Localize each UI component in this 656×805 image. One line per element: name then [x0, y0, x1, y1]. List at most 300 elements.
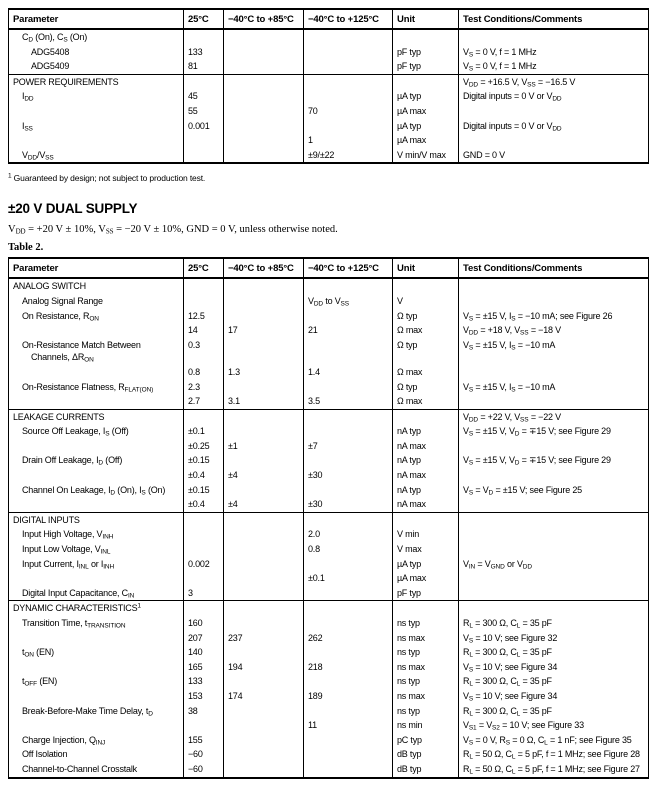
value-25c-cell: 165 [184, 660, 224, 675]
test-conditions-cell [459, 29, 649, 45]
col-header-unit: Unit [393, 258, 459, 278]
table-row [9, 29, 649, 45]
test-conditions-cell: $V_{S1} = V_{S2} = 10$ V; see Figure 33 [459, 718, 649, 733]
table-row [9, 586, 649, 601]
value-85c-cell [224, 59, 304, 74]
value-25c-cell [184, 29, 224, 45]
value-85c-cell: 174 [224, 689, 304, 704]
section-row [9, 278, 649, 294]
param-cell [9, 571, 184, 586]
value-125c-cell [304, 586, 393, 601]
param-cell [9, 660, 184, 675]
table-row [9, 133, 649, 148]
table-body [9, 29, 649, 163]
unit-cell: V min [393, 527, 459, 542]
section-row [9, 409, 649, 424]
col-header-25c: 25°C [184, 258, 224, 278]
value-25c-cell: ±0.25 [184, 439, 224, 454]
param-cell: POWER REQUIREMENTS [9, 74, 184, 89]
value-25c-cell [184, 601, 224, 616]
unit-cell: V min/V max [393, 148, 459, 164]
param-cell: On Resistance, $R_{ON}$ [22, 310, 99, 323]
value-125c-cell [304, 74, 393, 89]
value-125c-cell [304, 762, 393, 778]
value-25c-cell [184, 294, 224, 309]
test-conditions-cell: $R_L = 50$ Ω, $C_L = 5$ pF, f = 1 MHz; see Figure 27 [459, 762, 649, 778]
table-row [9, 468, 649, 483]
value-25c-cell: ±0.15 [184, 483, 224, 498]
value-85c-cell [224, 512, 304, 527]
table-row [9, 394, 649, 409]
header-row [9, 9, 649, 29]
table-2 [8, 257, 649, 778]
value-85c-cell [224, 89, 304, 104]
value-25c-cell: 153 [184, 689, 224, 704]
unit-cell: ns min [393, 718, 459, 733]
header-row [9, 258, 649, 278]
table-row [9, 104, 649, 119]
test-conditions-cell: Digital inputs = 0 V or $V_{DD}$ [459, 119, 649, 134]
table-row [9, 453, 649, 468]
value-25c-cell [184, 527, 224, 542]
param-cell: $V_{DD}/V_{SS}$ [22, 149, 54, 162]
table-row [9, 497, 649, 512]
unit-cell [393, 29, 459, 45]
value-25c-cell: 81 [184, 59, 224, 74]
param-cell [9, 394, 184, 409]
test-conditions-cell [459, 542, 649, 557]
param-cell: On-Resistance Match Between Channels, $\Delta R_{ON}$ [22, 339, 141, 364]
value-85c-cell [224, 409, 304, 424]
unit-cell [393, 74, 459, 89]
unit-cell: ns typ [393, 704, 459, 719]
param-cell [9, 133, 184, 148]
param-cell [9, 497, 184, 512]
value-125c-cell [304, 453, 393, 468]
value-25c-cell: 0.001 [184, 119, 224, 134]
unit-cell: V [393, 294, 459, 309]
test-conditions-cell: $V_S = 0$ V, f = 1 MHz [459, 59, 649, 74]
value-125c-cell [304, 424, 393, 439]
param-cell [9, 689, 184, 704]
param-cell: Input High Voltage, $V_{INH}$ [22, 529, 114, 541]
unit-cell: µA typ [393, 89, 459, 104]
value-85c-cell [224, 586, 304, 601]
value-125c-cell: ±7 [304, 439, 393, 454]
value-25c-cell: 133 [184, 674, 224, 689]
param-cell: $t_{OFF}$ (EN) [22, 676, 58, 688]
value-125c-cell [304, 45, 393, 60]
spec-table-continued [8, 8, 649, 164]
test-conditions-cell [459, 133, 649, 148]
unit-cell: µA typ [393, 557, 459, 572]
unit-cell: nA typ [393, 424, 459, 439]
value-85c-cell: 17 [224, 323, 304, 338]
test-conditions-cell: $V_{DD} = +16.5$ V, $V_{SS} = -16.5$ V [459, 74, 649, 89]
value-25c-cell: 55 [184, 104, 224, 119]
unit-cell: µA max [393, 104, 459, 119]
value-85c-cell: 194 [224, 660, 304, 675]
table-row [9, 718, 649, 733]
test-conditions-cell: $R_L = 300$ Ω, $C_L = 35$ pF [459, 645, 649, 660]
value-85c-cell [224, 571, 304, 586]
test-conditions-cell [459, 601, 649, 616]
table-row [9, 557, 649, 572]
value-25c-cell: 155 [184, 733, 224, 748]
supply-conditions: $V_{DD} = +20$ V ± 10%, $V_{SS} = -20$ V ± 10%, GND = 0 V, unless otherwise noted. [8, 224, 338, 236]
param-cell [9, 468, 184, 483]
param-cell [9, 439, 184, 454]
value-125c-cell: 11 [304, 718, 393, 733]
unit-cell: µA typ [393, 119, 459, 134]
value-85c-cell [224, 133, 304, 148]
value-85c-cell [224, 762, 304, 778]
value-125c-cell: 1.4 [304, 365, 393, 380]
param-cell: Source Off Leakage, $I_S$ (Off) [22, 426, 129, 438]
col-header-minus40-to-125c: −40°C to +125°C [304, 258, 393, 278]
param-cell: $I_{SS}$ [22, 120, 33, 133]
value-125c-cell: 3.5 [304, 394, 393, 409]
test-conditions-cell: $V_S = \pm 15$ V, $V_D = \mp 15$ V; see Figure 29 [459, 424, 649, 439]
unit-cell: ns max [393, 631, 459, 646]
param-cell: Input Low Voltage, $V_{INL}$ [22, 544, 111, 556]
param-cell: Input Current, $I_{INL}$ or $I_{INH}$ [22, 558, 115, 571]
value-125c-cell: ±30 [304, 497, 393, 512]
table2-caption: Table 2. [8, 242, 44, 254]
value-125c-cell [304, 557, 393, 572]
param-cell: DIGITAL INPUTS [9, 512, 184, 527]
value-125c-cell: 218 [304, 660, 393, 675]
value-85c-cell [224, 380, 304, 395]
value-125c-cell [304, 483, 393, 498]
param-cell [9, 631, 184, 646]
value-85c-cell [224, 294, 304, 309]
test-conditions-cell [459, 439, 649, 454]
value-85c-cell [224, 674, 304, 689]
value-25c-cell: 12.5 [184, 309, 224, 324]
param-cell: Channel-to-Channel Crosstalk [22, 763, 137, 774]
value-25c-cell: ±0.1 [184, 424, 224, 439]
value-125c-cell [304, 59, 393, 74]
param-cell [9, 365, 184, 380]
param-cell: ANALOG SWITCH [13, 281, 86, 292]
test-conditions-cell [459, 468, 649, 483]
value-125c-cell [304, 733, 393, 748]
test-conditions-cell [459, 394, 649, 409]
value-25c-cell [184, 718, 224, 733]
param-cell: DYNAMIC CHARACTERISTICS$^1$ [9, 601, 184, 616]
unit-cell: nA typ [393, 453, 459, 468]
param-cell [9, 323, 184, 338]
section-row [9, 601, 649, 616]
value-85c-cell: ±4 [224, 468, 304, 483]
table-row [9, 747, 649, 762]
value-25c-cell [184, 74, 224, 89]
unit-cell: µA max [393, 571, 459, 586]
unit-cell: ns max [393, 660, 459, 675]
value-125c-cell [304, 278, 393, 294]
value-85c-cell [224, 557, 304, 572]
value-85c-cell [224, 45, 304, 60]
value-125c-cell: ±0.1 [304, 571, 393, 586]
value-85c-cell [224, 747, 304, 762]
value-85c-cell [224, 601, 304, 616]
table-row [9, 527, 649, 542]
test-conditions-cell: $R_L = 300$ Ω, $C_L = 35$ pF [459, 704, 649, 719]
test-conditions-cell: $V_S = 10$ V; see Figure 34 [459, 660, 649, 675]
value-85c-cell [224, 424, 304, 439]
value-25c-cell [184, 133, 224, 148]
table-row [9, 439, 649, 454]
test-conditions-cell: GND = 0 V [459, 148, 649, 164]
param-cell [9, 104, 184, 119]
test-conditions-cell [459, 294, 649, 309]
table-row [9, 733, 649, 748]
value-85c-cell [224, 278, 304, 294]
test-conditions-cell [459, 527, 649, 542]
value-85c-cell [224, 453, 304, 468]
value-125c-cell: 21 [304, 323, 393, 338]
param-cell: Channel On Leakage, $I_D$ (On), $I_S$ (On) [22, 484, 166, 497]
unit-cell: pC typ [393, 733, 459, 748]
value-125c-cell: ±30 [304, 468, 393, 483]
table-row [9, 704, 649, 719]
test-conditions-cell [459, 497, 649, 512]
table-row [9, 45, 649, 60]
col-header-parameter: Parameter [9, 9, 184, 29]
value-85c-cell [224, 74, 304, 89]
value-85c-cell [224, 733, 304, 748]
param-cell: LEAKAGE CURRENTS [9, 409, 184, 424]
param-cell: Analog Signal Range [22, 295, 103, 306]
value-85c-cell: ±1 [224, 439, 304, 454]
table-row [9, 571, 649, 586]
value-125c-cell: 189 [304, 689, 393, 704]
test-conditions-cell: $V_S = \pm 15$ V, $I_S = -10$ mA [459, 338, 649, 365]
test-conditions-cell: $V_S = 10$ V; see Figure 32 [459, 631, 649, 646]
unit-cell: ns typ [393, 645, 459, 660]
table-row [9, 365, 649, 380]
value-85c-cell [224, 483, 304, 498]
param-cell: Digital Input Capacitance, $C_{IN}$ [22, 587, 135, 600]
section-row [9, 512, 649, 527]
unit-cell [393, 278, 459, 294]
value-25c-cell: 3 [184, 586, 224, 601]
value-125c-cell [304, 674, 393, 689]
table-row [9, 660, 649, 675]
value-25c-cell: 0.8 [184, 365, 224, 380]
value-25c-cell: 160 [184, 616, 224, 631]
test-conditions-cell: $V_{DD} = +18$ V, $V_{SS} = -18$ V [459, 323, 649, 338]
test-conditions-cell [459, 278, 649, 294]
value-85c-cell [224, 645, 304, 660]
test-conditions-cell: $V_S = \pm 15$ V, $I_S = -10$ mA [459, 380, 649, 395]
value-125c-cell [304, 338, 393, 365]
test-conditions-cell [459, 586, 649, 601]
table-row [9, 338, 649, 365]
value-125c-cell: ±9/±22 [304, 148, 393, 164]
unit-cell: V max [393, 542, 459, 557]
section-heading: ±20 V DUAL SUPPLY [8, 201, 138, 217]
value-25c-cell [184, 409, 224, 424]
unit-cell: ns typ [393, 616, 459, 631]
param-cell: ADG5408 [31, 46, 70, 57]
table-row [9, 645, 649, 660]
value-25c-cell: 0.002 [184, 557, 224, 572]
value-25c-cell: 0.3 [184, 338, 224, 365]
param-cell [9, 718, 184, 733]
value-25c-cell: 2.7 [184, 394, 224, 409]
table-row [9, 119, 649, 134]
col-header-minus40-to-85c: −40°C to +85°C [224, 258, 304, 278]
value-25c-cell: 207 [184, 631, 224, 646]
test-conditions-cell [459, 512, 649, 527]
table-row [9, 294, 649, 309]
value-25c-cell: 2.3 [184, 380, 224, 395]
table-row [9, 309, 649, 324]
col-header-test-conditions: Test Conditions/Comments [459, 258, 649, 278]
param-cell: Transition Time, $t_{TRANSITION}$ [22, 618, 126, 630]
table-row [9, 542, 649, 557]
test-conditions-cell: $V_S = \pm 15$ V, $I_S = -10$ mA; see Figure 26 [459, 309, 649, 324]
footnote: $^1$ Guaranteed by design; not subject to production test. [8, 172, 206, 184]
table-row [9, 89, 649, 104]
value-25c-cell: ±0.15 [184, 453, 224, 468]
value-125c-cell [304, 119, 393, 134]
value-85c-cell [224, 704, 304, 719]
unit-cell: pF typ [393, 59, 459, 74]
value-85c-cell [224, 29, 304, 45]
unit-cell: pF typ [393, 45, 459, 60]
value-25c-cell: 14 [184, 323, 224, 338]
table-row [9, 323, 649, 338]
value-125c-cell: 2.0 [304, 527, 393, 542]
test-conditions-cell: $V_S = \pm 15$ V, $V_D = \mp 15$ V; see Figure 29 [459, 453, 649, 468]
col-header-minus40-to-125c: −40°C to +125°C [304, 9, 393, 29]
value-85c-cell [224, 616, 304, 631]
unit-cell: Ω typ [393, 338, 459, 365]
unit-cell: Ω typ [393, 380, 459, 395]
value-25c-cell [184, 148, 224, 164]
test-conditions-cell: $R_L = 50$ Ω, $C_L = 5$ pF, f = 1 MHz; see Figure 28 [459, 747, 649, 762]
value-85c-cell: ±4 [224, 497, 304, 512]
value-125c-cell: 70 [304, 104, 393, 119]
value-125c-cell [304, 380, 393, 395]
col-header-test-conditions: Test Conditions/Comments [459, 9, 649, 29]
unit-cell: Ω typ [393, 309, 459, 324]
value-85c-cell [224, 542, 304, 557]
unit-cell: pF typ [393, 586, 459, 601]
value-25c-cell [184, 512, 224, 527]
unit-cell: dB typ [393, 762, 459, 778]
value-85c-cell: 1.3 [224, 365, 304, 380]
value-85c-cell: 237 [224, 631, 304, 646]
test-conditions-cell: $V_{DD} = +22$ V, $V_{SS} = -22$ V [459, 409, 649, 424]
unit-cell: Ω max [393, 365, 459, 380]
value-125c-cell [304, 616, 393, 631]
section-row [9, 74, 649, 89]
param-cell: Break-Before-Make Time Delay, $t_D$ [22, 705, 153, 718]
unit-cell: Ω max [393, 394, 459, 409]
unit-cell [393, 409, 459, 424]
col-header-minus40-to-85c: −40°C to +85°C [224, 9, 304, 29]
unit-cell: dB typ [393, 747, 459, 762]
value-125c-cell: $V_{DD}$ to $V_{SS}$ [304, 294, 393, 309]
value-85c-cell [224, 338, 304, 365]
test-conditions-cell [459, 104, 649, 119]
value-125c-cell: 0.8 [304, 542, 393, 557]
value-125c-cell [304, 29, 393, 45]
unit-cell [393, 601, 459, 616]
param-cell: $C_D$ (On), $C_S$ (On) [22, 32, 88, 44]
table-row [9, 380, 649, 395]
value-85c-cell [224, 119, 304, 134]
unit-cell: nA typ [393, 483, 459, 498]
unit-cell: ns max [393, 689, 459, 704]
col-header-25c: 25°C [184, 9, 224, 29]
unit-cell: nA max [393, 439, 459, 454]
col-header-unit: Unit [393, 9, 459, 29]
value-25c-cell [184, 278, 224, 294]
value-125c-cell [304, 309, 393, 324]
table-row [9, 483, 649, 498]
test-conditions-cell: $V_S = 0$ V, $R_S = 0$ Ω, $C_L = 1$ nF; see Figure 35 [459, 733, 649, 748]
value-125c-cell [304, 512, 393, 527]
value-25c-cell: ±0.4 [184, 468, 224, 483]
param-cell: $I_{DD}$ [22, 91, 34, 103]
value-125c-cell: 1 [304, 133, 393, 148]
test-conditions-cell: $V_{IN} = V_{GND}$ or $V_{DD}$ [459, 557, 649, 572]
test-conditions-cell: $V_S = 0$ V, f = 1 MHz [459, 45, 649, 60]
value-85c-cell [224, 148, 304, 164]
value-25c-cell [184, 571, 224, 586]
col-header-parameter: Parameter [9, 258, 184, 278]
value-125c-cell [304, 645, 393, 660]
param-cell: On-Resistance Flatness, $R_{FLAT(ON)}$ [22, 381, 154, 393]
value-85c-cell [224, 309, 304, 324]
value-85c-cell: 3.1 [224, 394, 304, 409]
value-25c-cell: 133 [184, 45, 224, 60]
param-cell: Drain Off Leakage, $I_D$ (Off) [22, 455, 123, 467]
param-cell: ADG5409 [31, 61, 70, 72]
table-row [9, 689, 649, 704]
test-conditions-cell [459, 571, 649, 586]
unit-cell: µA max [393, 133, 459, 148]
test-conditions-cell: $V_S = V_D = \pm 15$ V; see Figure 25 [459, 483, 649, 498]
test-conditions-cell: $V_S = 10$ V; see Figure 34 [459, 689, 649, 704]
value-25c-cell: ±0.4 [184, 497, 224, 512]
value-125c-cell: 262 [304, 631, 393, 646]
table-row [9, 148, 649, 164]
param-cell: Charge Injection, $Q_{INJ}$ [22, 734, 106, 747]
table-body [9, 278, 649, 777]
unit-cell [393, 512, 459, 527]
value-25c-cell: −60 [184, 762, 224, 778]
value-25c-cell: 45 [184, 89, 224, 104]
value-125c-cell [304, 89, 393, 104]
table-row [9, 674, 649, 689]
value-85c-cell [224, 718, 304, 733]
value-25c-cell: 140 [184, 645, 224, 660]
table-row [9, 631, 649, 646]
value-85c-cell [224, 104, 304, 119]
value-85c-cell [224, 527, 304, 542]
table-row [9, 616, 649, 631]
test-conditions-cell: $R_L = 300$ Ω, $C_L = 35$ pF [459, 616, 649, 631]
test-conditions-cell: Digital inputs = 0 V or $V_{DD}$ [459, 89, 649, 104]
unit-cell: nA max [393, 468, 459, 483]
value-125c-cell [304, 747, 393, 762]
